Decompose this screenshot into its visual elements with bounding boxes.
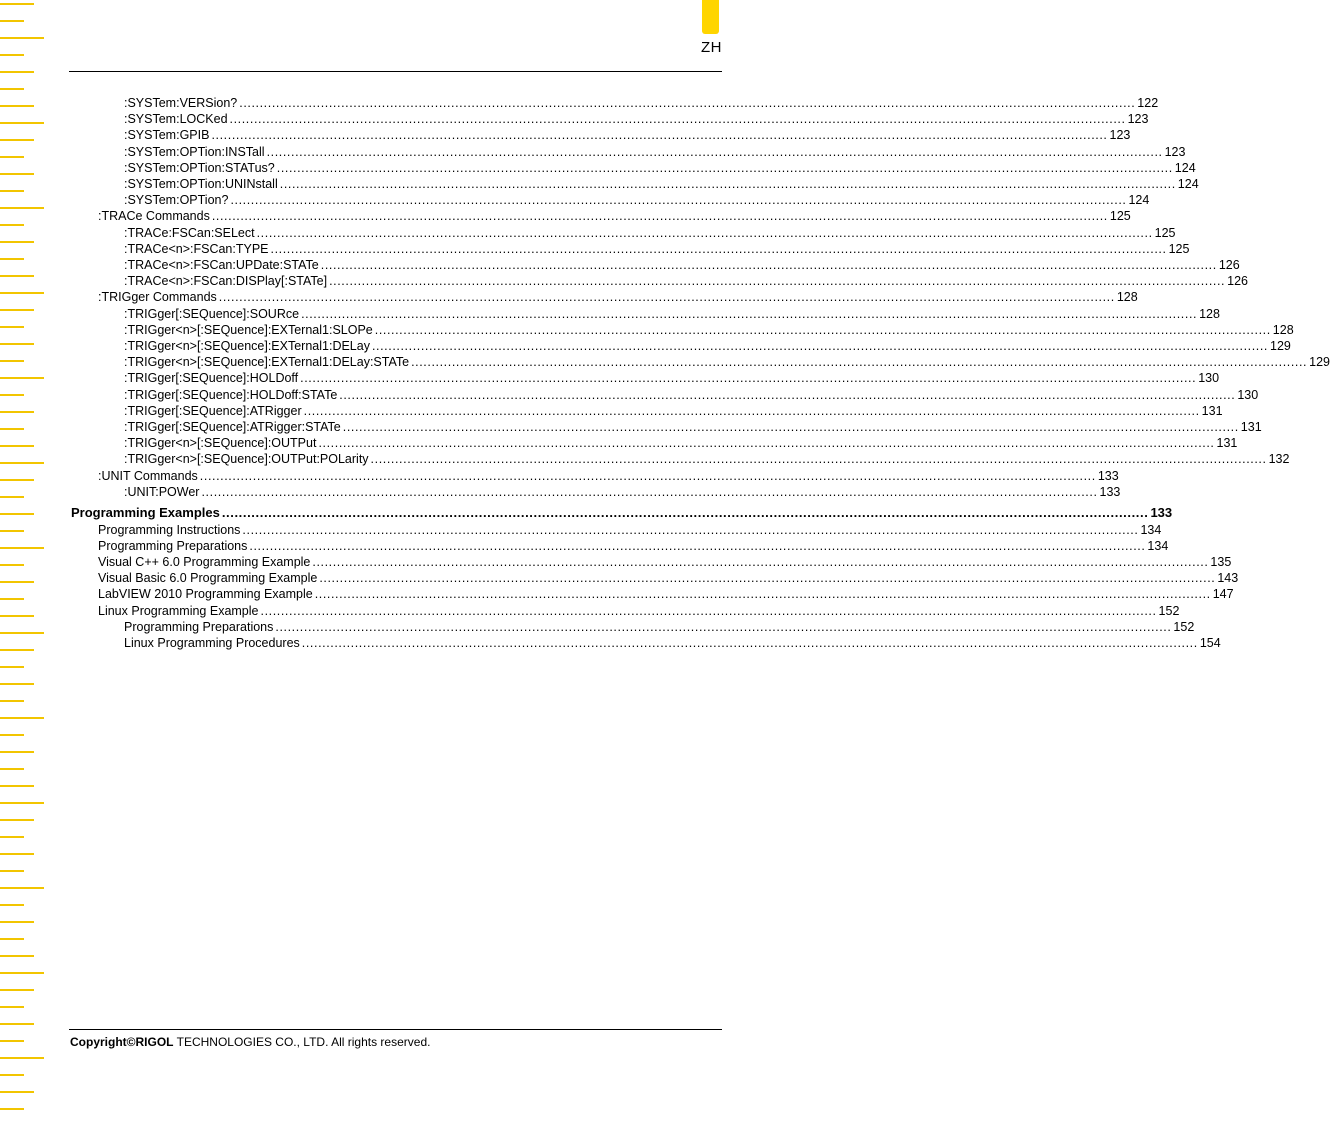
toc-leader-dots: ............................................................................................................................................................................................................................ — [211, 209, 1108, 224]
copyright-brand: Copyright©RIGOL — [70, 1035, 174, 1049]
toc-entry-page: 152 — [1158, 603, 1180, 618]
toc-leader-dots: ............................................................................................................................................................................................................................ — [312, 554, 1209, 569]
toc-leader-dots: ............................................................................................................................................................................................................................ — [303, 403, 1200, 418]
ruler-tick — [0, 785, 34, 787]
toc-entry-title: :SYSTem:OPTion:INSTall — [124, 144, 265, 159]
toc-entry-page: 134 — [1140, 522, 1162, 537]
ruler-tick — [0, 71, 34, 73]
toc-entry[interactable] — [98, 570, 1239, 586]
toc-entry-page: 143 — [1217, 571, 1239, 586]
toc-entry[interactable] — [98, 468, 1119, 484]
toc-leader-dots: ............................................................................................................................................................................................................................ — [342, 420, 1239, 434]
toc-entry[interactable] — [124, 419, 1262, 435]
toc-entry-page: 133 — [1099, 484, 1121, 499]
toc-leader-dots: ............................................................................................................................................................................................................................ — [199, 468, 1096, 483]
toc-entry[interactable] — [124, 127, 1131, 143]
toc-entry-title: :TRIGger<n>[:SEQuence]:OUTPut — [124, 436, 317, 451]
toc-entry-page: 131 — [1216, 436, 1238, 451]
toc-leader-dots: ............................................................................................................................................................................................................................ — [314, 587, 1211, 602]
toc-entry[interactable] — [98, 603, 1180, 619]
toc-entry[interactable] — [98, 522, 1162, 538]
toc-entry-title: Programming Preparations — [98, 538, 248, 553]
toc-entry-page: 123 — [1164, 144, 1186, 159]
toc-entry-title: :TRIGger<n>[:SEQuence]:EXTernal1:DELay — [124, 339, 370, 353]
toc-entry[interactable] — [124, 257, 1240, 273]
toc-entry[interactable] — [124, 484, 1121, 500]
toc-entry-page: 128 — [1199, 306, 1220, 321]
toc-entry[interactable] — [98, 586, 1234, 602]
ruler-tick — [0, 3, 34, 5]
toc-entry-title: :TRIGger[:SEQuence]:ATRigger:STATe — [124, 420, 341, 434]
toc-entry[interactable] — [124, 306, 1220, 322]
ruler-tick — [0, 88, 24, 90]
ruler-tick — [0, 105, 34, 107]
toc-entry-title: Visual C++ 6.0 Programming Example — [98, 554, 311, 569]
toc-entry[interactable] — [124, 370, 1220, 386]
ruler-tick — [0, 275, 34, 277]
toc-leader-dots: ............................................................................................................................................................................................................................ — [218, 290, 1115, 305]
toc-entry-title: :TRACe:FSCan:SELect — [124, 225, 255, 240]
ruler-tick — [0, 377, 44, 379]
toc-entry-title: :SYSTem:GPIB — [124, 128, 210, 143]
toc-entry-title: LabVIEW 2010 Programming Example — [98, 587, 313, 602]
toc-entry-title: :TRACe<n>:FSCan:UPDate:STATe — [124, 258, 319, 272]
toc-entry-title: :SYSTem:VERSion? — [124, 96, 238, 110]
toc-entry-page: 147 — [1212, 587, 1234, 602]
language-label: ZH — [701, 39, 722, 56]
toc-entry[interactable] — [124, 619, 1195, 635]
ruler-tick — [0, 921, 34, 923]
ruler-tick — [0, 326, 24, 328]
copyright-text: TECHNOLOGIES CO., LTD. All rights reserved. — [173, 1035, 431, 1049]
toc-entry[interactable] — [71, 505, 1173, 521]
toc-entry-page: 135 — [1210, 554, 1232, 569]
toc-entry-page: 154 — [1199, 635, 1221, 650]
toc-leader-dots: ............................................................................................................................................................................................................................ — [319, 571, 1216, 586]
toc-leader-dots: ............................................................................................................................................................................................................................ — [266, 144, 1163, 159]
toc-leader-dots: ............................................................................................................................................................................................................................ — [242, 522, 1139, 537]
toc-leader-dots: ............................................................................................................................................................................................................................ — [230, 193, 1127, 208]
toc-entry-page: 124 — [1177, 177, 1199, 191]
toc-entry-page: 123 — [1127, 112, 1149, 127]
toc-entry-page: 152 — [1173, 619, 1195, 634]
toc-leader-dots: ............................................................................................................................................................................................................................ — [320, 258, 1217, 272]
toc-entry[interactable] — [124, 273, 1248, 289]
toc-entry-title: :TRACe<n>:FSCan:TYPE — [124, 241, 269, 256]
ruler-tick — [0, 938, 24, 940]
toc-entry[interactable] — [124, 192, 1150, 208]
toc-leader-dots: ............................................................................................................................................................................................................................ — [270, 241, 1167, 256]
toc-entry-page: 131 — [1240, 420, 1262, 434]
toc-entry-page: 131 — [1201, 403, 1223, 418]
ruler-tick — [0, 190, 24, 192]
ruler-tick — [0, 496, 24, 498]
toc-entry[interactable] — [124, 403, 1223, 419]
toc-entry[interactable] — [124, 225, 1176, 241]
ruler-tick — [0, 564, 24, 566]
toc-leader-dots: ............................................................................................................................................................................................................................ — [301, 635, 1198, 650]
toc-leader-dots: ............................................................................................................................................................................................................................ — [260, 603, 1157, 618]
ruler-tick — [0, 904, 24, 906]
ruler-tick — [0, 819, 34, 821]
toc-entry-page: 124 — [1128, 193, 1150, 208]
toc-entry[interactable] — [98, 538, 1169, 554]
ruler-tick — [0, 802, 44, 804]
ruler-tick — [0, 700, 24, 702]
ruler-tick — [0, 479, 34, 481]
ruler-tick — [0, 836, 24, 838]
toc-entry-title: Linux Programming Example — [98, 603, 259, 618]
toc-leader-dots: ............................................................................................................................................................................................................................ — [239, 96, 1136, 110]
toc-entry-page: 129 — [1270, 339, 1291, 353]
ruler-tick — [0, 581, 34, 583]
ruler-tick — [0, 292, 44, 294]
toc-entry-title: :TRIGger[:SEQuence]:SOURce — [124, 306, 300, 321]
ruler-tick — [0, 343, 34, 345]
toc-leader-dots: ............................................................................................................................................................................................................................ — [371, 339, 1269, 353]
toc-entry-title: :SYSTem:OPTion:UNINstall — [124, 177, 278, 191]
ruler-tick — [0, 258, 24, 260]
toc-entry[interactable] — [124, 451, 1290, 467]
footer-divider — [69, 1029, 722, 1030]
toc-leader-dots: ............................................................................................................................................................................................................................ — [221, 505, 1149, 520]
toc-entry[interactable] — [124, 176, 1199, 192]
toc-leader-dots: ............................................................................................................................................................................................................................ — [374, 322, 1271, 337]
toc-entry-page: 130 — [1237, 387, 1259, 402]
ruler-tick — [0, 445, 34, 447]
toc-entry-page: 129 — [1309, 355, 1330, 370]
ruler-tick — [0, 37, 44, 39]
toc-entry-page: 125 — [1154, 225, 1176, 240]
ruler-tick — [0, 428, 24, 430]
ruler-tick — [0, 173, 34, 175]
toc-entry-page: 126 — [1218, 258, 1240, 272]
toc-entry-title: :SYSTem:LOCKed — [124, 112, 228, 127]
toc-entry[interactable] — [124, 95, 1159, 111]
toc-entry-title: Programming Examples — [71, 505, 220, 520]
toc-entry-title: Programming Preparations — [124, 619, 274, 634]
ruler-tick — [0, 411, 34, 413]
ruler-tick — [0, 224, 24, 226]
toc-entry-title: :TRIGger[:SEQuence]:HOLDoff — [124, 371, 299, 386]
toc-leader-dots: ............................................................................................................................................................................................................................ — [318, 436, 1215, 451]
toc-entry[interactable] — [124, 635, 1221, 651]
ruler-tick — [0, 394, 24, 396]
ruler-tick — [0, 955, 34, 957]
toc-leader-dots: ............................................................................................................................................................................................................................ — [256, 225, 1153, 240]
toc-entry-page: 124 — [1174, 160, 1196, 175]
toc-leader-dots: ............................................................................................................................................................................................................................ — [301, 306, 1198, 321]
header-divider — [69, 71, 722, 72]
ruler-tick — [0, 870, 24, 872]
toc-entry[interactable] — [124, 354, 1330, 370]
ruler-tick — [0, 547, 44, 549]
toc-entry-title: :TRIGger[:SEQuence]:HOLDoff:STATe — [124, 387, 338, 402]
toc-leader-dots: ............................................................................................................................................................................................................................ — [275, 619, 1172, 634]
toc-leader-dots: ............................................................................................................................................................................................................................ — [300, 371, 1197, 386]
ruler-tick — [0, 751, 34, 753]
ruler-tick — [0, 853, 34, 855]
toc-entry-page: 134 — [1147, 538, 1169, 553]
toc-entry-title: :SYSTem:OPTion:STATus? — [124, 160, 275, 175]
toc-leader-dots: ............................................................................................................................................................................................................................ — [211, 128, 1108, 143]
toc-leader-dots: ............................................................................................................................................................................................................................ — [249, 538, 1146, 553]
toc-entry-title: :TRIGger<n>[:SEQuence]:EXTernal1:DELay:STATe — [124, 355, 410, 370]
toc-entry-page: 133 — [1150, 505, 1173, 520]
toc-entry[interactable] — [124, 160, 1196, 176]
ruler-tick — [0, 360, 24, 362]
page-edge-ruler — [0, 0, 50, 1122]
ruler-tick — [0, 768, 24, 770]
toc-leader-dots: ............................................................................................................................................................................................................................ — [276, 160, 1173, 175]
ruler-tick — [0, 615, 34, 617]
toc-entry-page: 123 — [1109, 128, 1131, 143]
ruler-tick — [0, 1074, 24, 1076]
toc-entry[interactable] — [98, 289, 1138, 305]
ruler-tick — [0, 666, 24, 668]
ruler-tick — [0, 1006, 24, 1008]
ruler-tick — [0, 241, 34, 243]
ruler-tick — [0, 989, 34, 991]
ruler-tick — [0, 54, 24, 56]
ruler-tick — [0, 972, 44, 974]
toc-entry-title: Visual Basic 6.0 Programming Example — [98, 571, 318, 586]
toc-entry[interactable] — [124, 338, 1291, 354]
toc-entry-page: 130 — [1198, 371, 1220, 386]
toc-entry-title: :TRIGger[:SEQuence]:ATRigger — [124, 403, 302, 418]
ruler-tick — [0, 649, 34, 651]
ruler-tick — [0, 632, 44, 634]
toc-entry-title: :TRIGger Commands — [98, 290, 217, 305]
ruler-tick — [0, 207, 44, 209]
ruler-tick — [0, 513, 34, 515]
toc-entry-title: :SYSTem:OPTion? — [124, 193, 229, 208]
toc-entry-title: :TRIGger<n>[:SEQuence]:OUTPut:POLarity — [124, 452, 369, 467]
toc-entry-title: :UNIT Commands — [98, 468, 198, 483]
ruler-tick — [0, 717, 44, 719]
toc-entry-title: :TRIGger<n>[:SEQuence]:EXTernal1:SLOPe — [124, 322, 373, 337]
ruler-tick — [0, 309, 34, 311]
toc-entry-page: 128 — [1116, 290, 1138, 305]
ruler-tick — [0, 1040, 24, 1042]
ruler-tick — [0, 122, 44, 124]
ruler-tick — [0, 1091, 34, 1093]
toc-entry-title: :TRACe Commands — [98, 209, 210, 224]
toc-entry-page: 125 — [1168, 241, 1190, 256]
toc-leader-dots: ............................................................................................................................................................................................................................ — [329, 274, 1226, 289]
toc-leader-dots: ............................................................................................................................................................................................................................ — [279, 177, 1176, 191]
toc-entry-page: 122 — [1137, 96, 1159, 110]
toc-entry[interactable] — [124, 111, 1149, 127]
ruler-tick — [0, 462, 44, 464]
toc-entry-page: 125 — [1109, 209, 1131, 224]
toc-entry[interactable] — [124, 435, 1238, 451]
toc-leader-dots: ............................................................................................................................................................................................................................ — [201, 484, 1098, 499]
toc-entry[interactable] — [98, 208, 1131, 224]
ruler-tick — [0, 20, 24, 22]
toc-entry-page: 132 — [1268, 452, 1290, 467]
toc-entry-title: Linux Programming Procedures — [124, 635, 300, 650]
toc-entry-page: 128 — [1272, 322, 1294, 337]
toc-entry-title: :TRACe<n>:FSCan:DISPlay[:STATe] — [124, 274, 328, 289]
ruler-tick — [0, 1108, 24, 1110]
language-tab-marker — [702, 0, 719, 34]
ruler-tick — [0, 683, 34, 685]
ruler-tick — [0, 598, 24, 600]
toc-leader-dots: ............................................................................................................................................................................................................................ — [370, 452, 1267, 467]
toc-entry-page: 133 — [1097, 468, 1119, 483]
toc-entry[interactable] — [124, 322, 1294, 338]
toc-leader-dots: ............................................................................................................................................................................................................................ — [229, 112, 1126, 127]
ruler-tick — [0, 530, 24, 532]
toc-entry[interactable] — [124, 387, 1259, 403]
ruler-tick — [0, 734, 24, 736]
toc-entry-page: 126 — [1227, 274, 1248, 289]
copyright-footer — [70, 1035, 430, 1049]
ruler-tick — [0, 1023, 34, 1025]
toc-entry-title: Programming Instructions — [98, 522, 241, 537]
toc-entry[interactable] — [98, 554, 1232, 570]
toc-leader-dots: ............................................................................................................................................................................................................................ — [411, 355, 1308, 370]
toc-entry-title: :UNIT:POWer — [124, 484, 200, 499]
toc-entry[interactable] — [124, 144, 1186, 160]
toc-leader-dots: ............................................................................................................................................................................................................................ — [339, 387, 1236, 402]
toc-entry[interactable] — [124, 241, 1190, 257]
ruler-tick — [0, 139, 34, 141]
ruler-tick — [0, 887, 44, 889]
ruler-tick — [0, 1057, 44, 1059]
ruler-tick — [0, 156, 24, 158]
